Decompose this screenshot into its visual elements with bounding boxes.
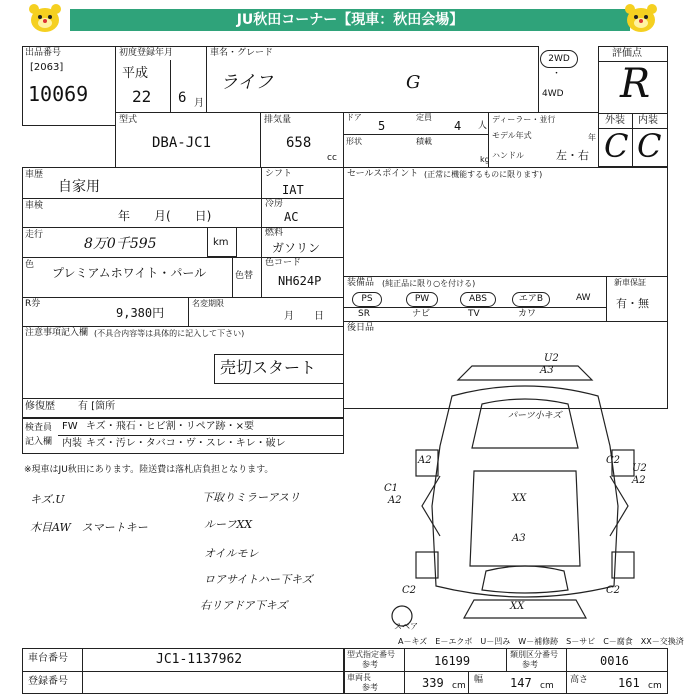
- lot-sub-code: [2063]: [30, 62, 64, 73]
- inspector-row1: キズ・飛石・ヒビ割・リペア跡・×要: [86, 421, 254, 432]
- chassis-label: 車台番号: [28, 653, 68, 664]
- door-label: ドア: [346, 113, 362, 122]
- equip-airbag: エアB: [512, 292, 550, 307]
- mark-rear-left-c2: C2: [402, 585, 417, 596]
- color-value: プレミアムホワイト・パール: [52, 266, 207, 280]
- spec-value: 16199: [434, 654, 471, 668]
- plate-label: 登録番号: [28, 676, 68, 687]
- score-value: R: [620, 61, 651, 107]
- shift-label: シフト: [265, 169, 293, 179]
- km-unit: km: [213, 237, 229, 248]
- reg-month-unit: 月: [194, 98, 204, 109]
- inspector-row1-head: FW: [62, 421, 78, 432]
- width-unit: cm: [540, 681, 554, 691]
- notes-label: 注意事項記入欄: [25, 328, 89, 338]
- chassis-value: JC1-1137962: [156, 652, 243, 667]
- class-label: 類別区分番号: [510, 650, 558, 659]
- disp-label: 排気量: [264, 115, 292, 125]
- after-label: 後日品: [347, 323, 375, 333]
- mark-right-u2: U2: [632, 463, 647, 474]
- damage-legend: A－キズ E－エクボ U－凹み W－補修跡 S－サビ C－腐食 XX－交換済: [398, 637, 684, 646]
- inspector-label-1: 検査員: [25, 423, 53, 433]
- drive-2wd: 2WD: [540, 50, 578, 68]
- class-value: 0016: [600, 654, 629, 668]
- header-title: JU秋田コーナー【現車：秋田会場】: [70, 9, 630, 31]
- hand-note-6: ロアサイトハー下キズ: [204, 573, 313, 586]
- sales-note: (正常に機能するものに限ります): [424, 170, 543, 179]
- height-label: 高さ: [570, 675, 589, 685]
- inspector-row2-head: 内装: [62, 438, 82, 449]
- fuel-label: 燃料: [265, 228, 284, 238]
- mark-left-a2b: A2: [388, 495, 402, 506]
- len-value: 339: [422, 676, 444, 690]
- mascot-left-icon: [28, 4, 62, 34]
- mark-left-c1: C1: [384, 483, 399, 494]
- ac-label: 冷房: [265, 199, 284, 209]
- spare-label: スペア: [394, 622, 418, 631]
- door-value: 5: [378, 119, 386, 133]
- width-value: 147: [510, 676, 532, 690]
- use-label: 車歴: [25, 170, 44, 180]
- shape-label: 形状: [346, 137, 362, 146]
- equip-abs: ABS: [460, 292, 496, 307]
- equip-sr: SR: [358, 309, 370, 319]
- mark-rear-xx: XX: [510, 601, 525, 612]
- inspector-label-2: 記入欄: [25, 437, 53, 447]
- int-value: C: [637, 127, 662, 165]
- mark-front-u2: U2: [544, 353, 559, 364]
- int-label: 内装: [638, 115, 658, 126]
- car-name: ライフ: [220, 72, 273, 93]
- inspect-value: 年 月( 日): [118, 209, 212, 223]
- sale-stamp-text: 売切スタート: [220, 358, 317, 377]
- model-year-unit: 年: [588, 133, 596, 142]
- score-label: 評価点: [612, 48, 642, 59]
- mark-rear-a3: A3: [512, 533, 526, 544]
- fuel-value: ガソリン: [272, 241, 321, 255]
- equip-ps: PS: [352, 292, 382, 307]
- shift-value: IAT: [282, 183, 304, 197]
- repair-label: 修復歴: [25, 401, 55, 412]
- inspect-label: 車検: [25, 201, 44, 211]
- name-label: 車名・グレード: [210, 48, 274, 58]
- handle-label: ハンドル: [492, 151, 524, 160]
- load-unit: kg: [480, 155, 490, 164]
- mascot-right-icon: [624, 4, 658, 34]
- ext-value: C: [604, 127, 629, 165]
- notes-sub: (不具合内容等は具体的に記入して下さい): [94, 329, 245, 338]
- hand-note-3: 下取りミラーアスリ: [202, 491, 301, 504]
- disp-unit: cc: [327, 153, 337, 163]
- inspector-row2: キズ・汚レ・タバコ・ヴ・スレ・キレ・破レ: [86, 438, 286, 449]
- hand-note-5: オイルモレ: [204, 547, 259, 560]
- mileage-value: 8万0千595: [84, 236, 157, 252]
- disp-value: 658: [286, 135, 312, 151]
- model-type: DBA-JC1: [152, 135, 212, 151]
- drive-4wd: 4WD: [542, 89, 564, 99]
- capacity-label: 定員: [416, 113, 432, 122]
- mark-rear-right-c2: C2: [606, 585, 621, 596]
- remark-text: ※現車はJU秋田にあります。陸送費は落札店負担となります。: [24, 465, 274, 475]
- car-grade: G: [406, 72, 421, 93]
- mark-front-a3: A3: [540, 365, 554, 376]
- color-code-label: 色コード: [265, 258, 302, 268]
- equip-note: (純正品に限り○を付ける): [382, 279, 476, 288]
- spec-label: 型式指定番号: [347, 650, 395, 659]
- car-damage-diagram: [382, 353, 668, 628]
- model-year-label: モデル年式: [492, 131, 532, 140]
- color-label: 色: [25, 260, 35, 270]
- color-code-value: NH624P: [278, 274, 322, 288]
- new-warranty-label: 新車保証: [614, 278, 646, 287]
- mark-right-a2: A2: [632, 475, 646, 486]
- mark-parts: パーツ小キズ: [508, 411, 562, 421]
- reg-era: 平成: [122, 66, 149, 81]
- name-change-unit: 月 日: [284, 311, 324, 322]
- drive-dot: ・: [552, 69, 562, 79]
- reg-month: 6: [178, 90, 187, 106]
- len-ref: 参考: [362, 683, 378, 692]
- use-value: 自家用: [58, 179, 100, 195]
- len-label: 車両長: [347, 673, 371, 682]
- orig-color-label: 色替: [235, 271, 254, 281]
- equip-label: 装備品: [347, 278, 375, 288]
- equip-aw: AW: [576, 293, 591, 303]
- recycle-label: R券: [25, 299, 41, 309]
- equip-navi: ナビ: [412, 309, 431, 319]
- load-label: 積載: [416, 137, 432, 146]
- new-warranty-value: 有・無: [616, 297, 649, 310]
- ac-value: AC: [284, 210, 299, 224]
- mark-right-c2: C2: [606, 455, 621, 466]
- lot-label: 出品番号: [25, 48, 62, 58]
- reg-label: 初度登録年月: [119, 48, 174, 58]
- recycle-value: 9,380円: [116, 306, 165, 320]
- lot-number: 10069: [28, 82, 89, 106]
- reg-year: 22: [132, 87, 152, 106]
- equip-pw: PW: [406, 292, 438, 307]
- hand-note-7: 右リアドア下キズ: [200, 599, 288, 612]
- sales-box: [343, 167, 668, 277]
- height-value: 161: [618, 676, 640, 690]
- name-change-label: 名変期限: [192, 299, 224, 308]
- auction-sheet: [22, 46, 684, 694]
- mileage-label: 走行: [25, 230, 44, 240]
- header: [0, 0, 700, 38]
- capacity-value: 4: [454, 119, 462, 133]
- width-label: 幅: [474, 675, 484, 685]
- ext-label: 外装: [605, 115, 625, 126]
- capacity-unit: 人: [478, 121, 488, 131]
- mark-left-a2: A2: [418, 455, 432, 466]
- dealer-label: ディーラー・並行: [492, 115, 556, 124]
- sales-label: セールスポイント: [347, 169, 419, 179]
- hand-note-4: ルーフXX: [204, 518, 253, 531]
- hand-note-2: 木目AW スマートキー: [30, 521, 148, 534]
- equip-leather: カワ: [518, 309, 537, 319]
- type-label: 型式: [119, 115, 138, 125]
- repair-value: 有 [箇所: [78, 401, 116, 412]
- handle-value: 左・右: [556, 149, 589, 162]
- hand-note-1: キズ.U: [30, 493, 65, 506]
- spec-ref: 参考: [362, 660, 378, 669]
- len-unit: cm: [452, 681, 466, 691]
- class-ref: 参考: [522, 660, 538, 669]
- mark-roof-xx: XX: [512, 493, 527, 504]
- equip-tv: TV: [468, 309, 480, 319]
- height-unit: cm: [648, 681, 662, 691]
